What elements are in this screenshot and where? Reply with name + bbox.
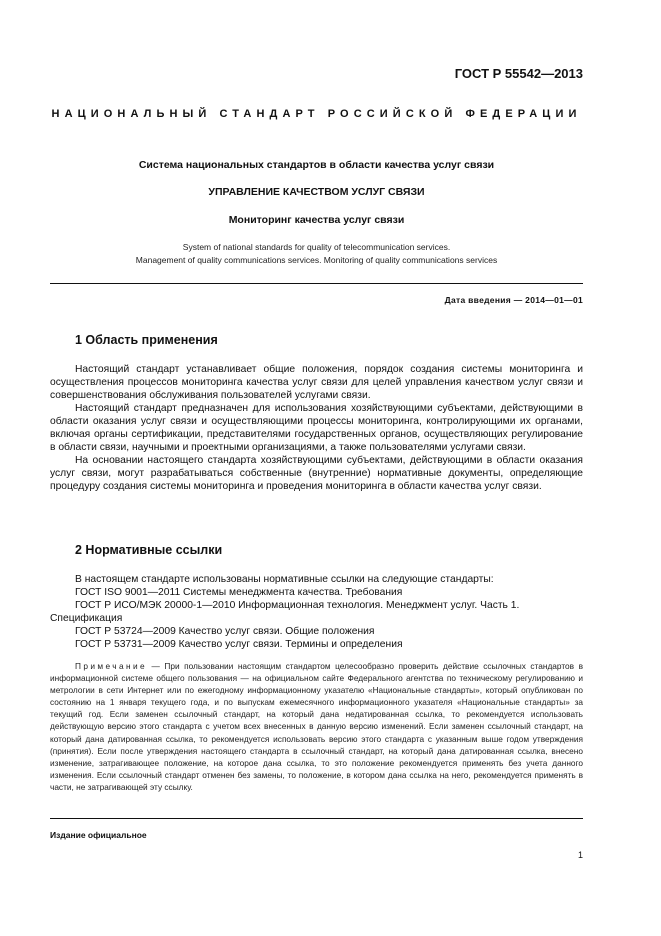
main-title: УПРАВЛЕНИЕ КАЧЕСТВОМ УСЛУГ СВЯЗИ — [208, 186, 425, 198]
english-title-line: Management of quality communications services. Monitoring of quality communications services — [135, 255, 498, 265]
reference-item: ГОСТ Р 53724—2009 Качество услуг связи. Общие положения — [75, 626, 375, 637]
official-edition: Издание официальное — [50, 830, 147, 840]
section-scope-body — [50, 363, 583, 493]
national-standard-title: НАЦИОНАЛЬНЫЙ СТАНДАРТ РОССИЙСКОЙ ФЕДЕРАЦИИ — [51, 108, 582, 120]
intro-date: Дата введения — 2014—01—01 — [444, 295, 583, 305]
note-label: Примечание — [75, 661, 148, 671]
footer-divider — [50, 818, 583, 819]
section-heading-scope: 1 Область применения — [75, 333, 218, 347]
series-title: Система национальных стандартов в области качества услуг связи — [138, 159, 495, 171]
paragraph: Настоящий стандарт устанавливает общие положения, порядок создания системы мониторинга и осуществления процессов мониторинга качества услуг связи для целей управления качеством услуг связи и совершенствования обслуживания пользователей услугами связи. — [50, 364, 583, 401]
english-title-line: System of national standards for quality of telecommunication services. — [182, 242, 451, 252]
note — [50, 660, 583, 793]
paragraph: Настоящий стандарт предназначен для использования хозяйствующими субъектами, действующими в области оказания услуг связи и осуществляющими процессы мониторинга, контролирующими их органами, включая органы сертификации, представителями государственных органов, осуществляющих регулирование в области связи, научными и проектными организациями, а также пользователями услугами связи. — [50, 403, 583, 453]
section-heading-references: 2 Нормативные ссылки — [75, 543, 223, 557]
references-list — [50, 573, 583, 651]
subtitle: Мониторинг качества услуг связи — [228, 214, 405, 226]
reference-item: ГОСТ Р 53731—2009 Качество услуг связи. Термины и определения — [75, 639, 403, 650]
note-text: — При пользовании настоящим стандартом целесообразно проверить действие ссылочных стандартов в информационной системе общего пользования — на официальном сайте Федерального агентства по техническому регулированию и метрологии в сети Интернет или по ежегодному информационному указателю «Национальные стандарты», который опубликован по состоянию на 1 января текущего года, и по выпускам ежемесячного информационного указателя «Национальные стандарты» за текущий год. Если заменен ссылочный стандарт, на который дана недатированная ссылка, то рекомендуется использовать действующую версию этого стандарта с учетом всех внесенных в данную версию изменений. Если заменен ссылочный стандарт, на который дана датированная ссылка, то рекомендуется использовать версию этого стандарта с указанным выше годом утверждения (принятия). Если после утверждения настоящего стандарта в ссылочный стандарт, на который дана датированная ссылка, внесено изменение, затрагивающее положение, на которое дана ссылка, то это положение рекомендуется применять без учета данного изменения. Если ссылочный стандарт отменен без замены, то положение, в котором дана ссылка на него, рекомендуется применять в части, не затрагивающей эту ссылку. — [50, 661, 583, 792]
document-number: ГОСТ Р 55542—2013 — [454, 66, 583, 81]
reference-item: ГОСТ Р ИСО/МЭК 20000-1—2010 Информационная технология. Менеджмент услуг. Часть 1. Спецификация — [50, 600, 520, 624]
references-intro: В настоящем стандарте использованы нормативные ссылки на следующие стандарты: — [75, 574, 494, 585]
page-number: 1 — [577, 850, 583, 860]
divider — [50, 283, 583, 284]
paragraph: На основании настоящего стандарта хозяйствующими субъектами, действующими в области оказания услуг связи, могут разрабатываться собственные (внутренние) нормативные документы, определяющие процедуру создания системы мониторинга и проведения мониторинга в области качества услуг связи. — [50, 455, 583, 492]
english-title — [50, 241, 583, 267]
reference-item: ГОСТ ISO 9001—2011 Системы менеджмента качества. Требования — [75, 587, 403, 598]
